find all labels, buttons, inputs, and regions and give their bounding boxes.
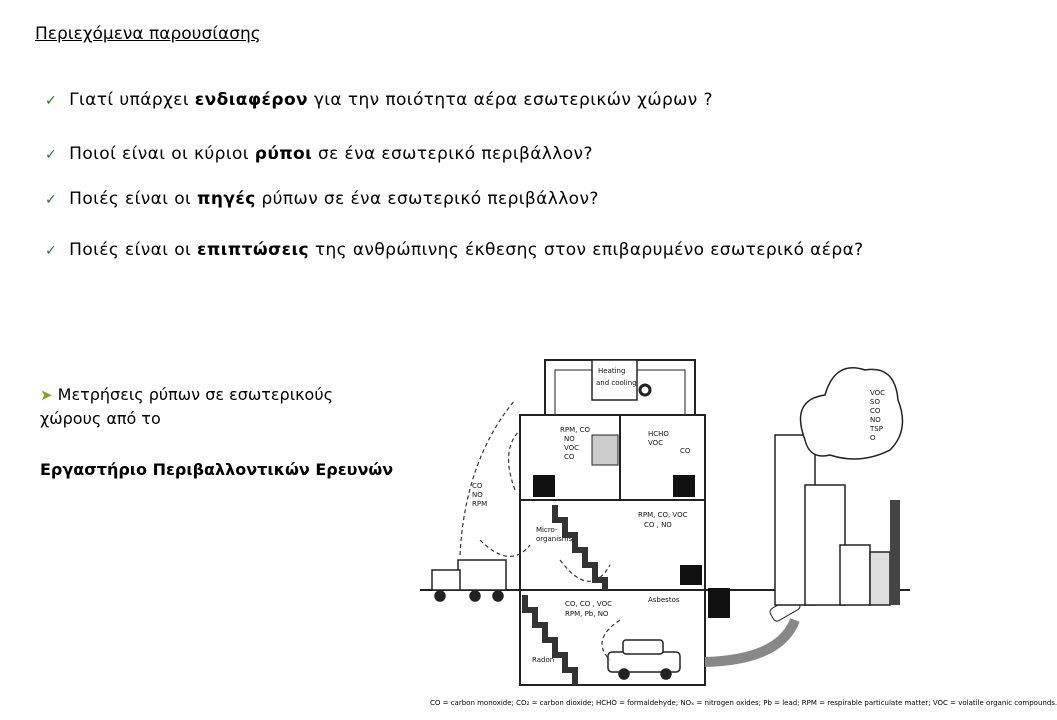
step-block	[708, 588, 730, 618]
chimney	[890, 500, 900, 605]
room2-label: VOC	[648, 439, 664, 447]
smoke-cloud	[801, 368, 903, 459]
indoor-pollution-illustration	[420, 340, 910, 700]
check-icon: ✓	[45, 147, 58, 163]
bullet-interest	[45, 90, 713, 110]
measurements-line1: Μετρήσεις ρύπων σε εσωτερικούς	[57, 385, 333, 404]
room3-label: CO	[680, 447, 691, 455]
check-icon: ✓	[45, 243, 58, 259]
room1-label: VOC	[564, 444, 580, 452]
asbestos-label: Asbestos	[648, 596, 680, 604]
measurements-line2: χώρους από το	[40, 409, 161, 428]
room4-label: CO , NO	[644, 521, 672, 529]
figure-legend: CO = carbon monoxide; CO₂ = carbon dioxide; HCHO = formaldehyde; NOₓ = nitrogen oxides; Pb = lead; RPM = respirable particulate matter; VOC = volatile organic compounds.	[430, 699, 1057, 707]
bullet-keyword: ενδιαφέρον	[194, 90, 309, 110]
bullet-post: για την ποιότητα αέρα εσωτερικών χώρων ?	[308, 90, 713, 110]
basement-label: RPM, Pb, NO	[565, 610, 609, 618]
city-buildings	[775, 435, 890, 605]
cooling-label: and cooling	[596, 379, 637, 387]
bullet-pre: Ποιές είναι οι	[69, 240, 198, 260]
bullet-effects	[45, 240, 864, 260]
room1-label: NO	[564, 435, 575, 443]
outside-label: NO	[472, 491, 483, 499]
window	[592, 435, 618, 465]
cloud-label: VOC	[870, 389, 886, 397]
bullet-pre: Ποιοί είναι οι κύριοι	[69, 144, 255, 164]
bullet-keyword: επιπτώσεις	[197, 240, 310, 260]
bullet-pre: Ποιές είναι οι	[69, 189, 198, 209]
page-title: Περιεχόμενα παρουσίασης	[35, 24, 261, 44]
radon-label: Radon	[532, 656, 555, 664]
truck	[432, 560, 506, 601]
cloud-label: NO	[870, 416, 881, 424]
bullet-post: ρύπων σε ένα εσωτερικό περιβάλλον?	[255, 189, 599, 209]
basement-label: CO, CO , VOC	[565, 600, 612, 608]
desk	[680, 565, 702, 585]
bullet-pollutants	[45, 144, 593, 164]
bullet-keyword: ρύποι	[254, 144, 313, 164]
room2-label: HCHO	[648, 430, 669, 438]
cloud-label: CO	[870, 407, 881, 415]
cloud-label: SO	[870, 398, 880, 406]
bullet-pre: Γιατί υπάρχει	[69, 90, 195, 110]
micro-label: organisms	[536, 535, 573, 543]
bullet-keyword: πηγές	[197, 189, 256, 209]
arrow-icon: ➤	[40, 386, 53, 404]
heating-label: Heating	[598, 367, 626, 375]
stairs-lower	[525, 595, 575, 685]
desk	[533, 475, 555, 497]
micro-label: Micro-	[536, 526, 558, 534]
room1-label: RPM, CO	[560, 426, 590, 434]
cloud-label: TSP	[870, 425, 883, 433]
outside-label: CO	[472, 482, 483, 490]
measurements-text	[40, 383, 420, 431]
check-icon: ✓	[45, 93, 58, 109]
outside-label: RPM	[472, 500, 488, 508]
car	[608, 640, 680, 679]
bullet-post: σε ένα εσωτερικό περιβάλλον?	[312, 144, 593, 164]
driveway	[705, 620, 795, 662]
desk	[673, 475, 695, 497]
lab-name: Εργαστήριο Περιβαλλοντικών Ερευνών	[40, 460, 394, 479]
stairs-upper	[555, 505, 605, 590]
check-icon: ✓	[45, 192, 58, 208]
fan-icon	[640, 385, 650, 395]
cloud-label: O	[870, 434, 876, 442]
bullet-post: της ανθρώπινης έκθεσης στον επιβαρυμένο εσωτερικό αέρα?	[309, 240, 864, 260]
bullet-sources	[45, 189, 599, 209]
room4-label: RPM, CO, VOC	[638, 511, 688, 519]
room1-label: CO	[564, 453, 575, 461]
